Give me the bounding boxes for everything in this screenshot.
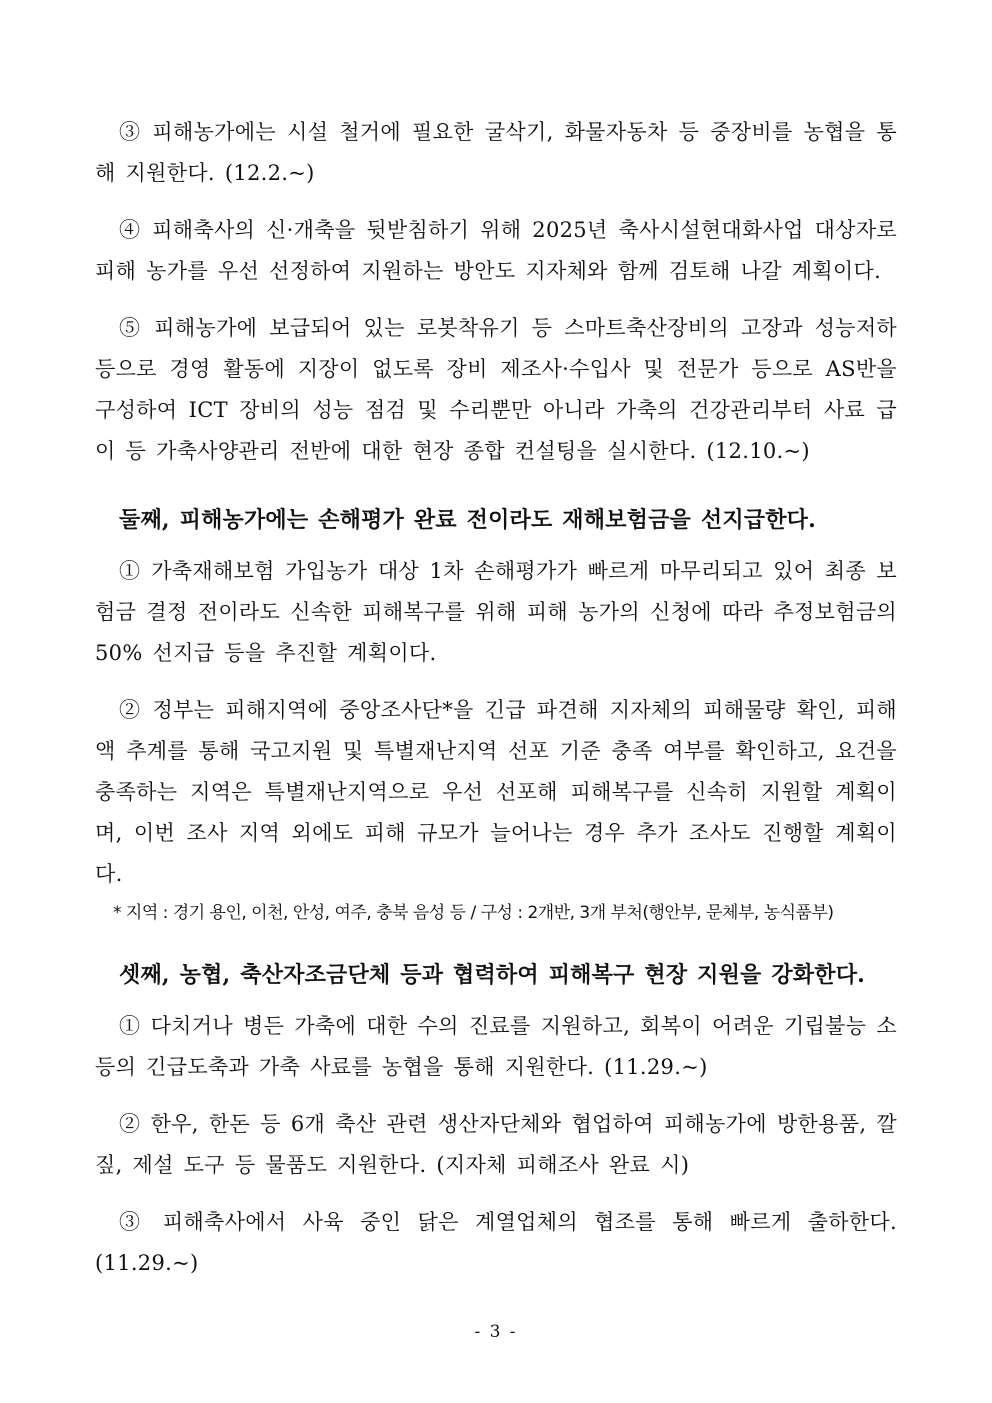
paragraph-central-investigation: ② 정부는 피해지역에 중앙조사단*을 긴급 파견해 지자체의 피해물량 확인, 피해액 추계를 통해 국고지원 및 특별재난지역 선포 기준 충족 여부를 확인하고, 요건을 충족하는 지역은 특별재난지역으로 우선 선포해 피해복구를 신속히 지원할 계획이며, 이번 조사 지역 외에도 피해 규모가 늘어나는 경우 추가 조사도 진행할 계획이다. [95,698,897,886]
paragraph-equipment-support: ③ 피해농가에는 시설 철거에 필요한 굴삭기, 화물자동차 등 중장비를 농협을 통해 지원한다. (12.2.~) [95,120,897,185]
section-heading-insurance: 둘째, 피해농가에는 손해평가 완료 전이라도 재해보험금을 선지급한다. [119,507,816,533]
paragraph-chicken-shipment: ③ 피해축사에서 사육 중인 닭은 계열업체의 협조를 통해 빠르게 출하한다. (11.29.~) [95,1210,897,1275]
document-body [95,112,897,1300]
paragraph-veterinary-support: ① 다치거나 병든 가축에 대한 수의 진료를 지원하고, 회복이 어려운 기립불능 소 등의 긴급도축과 가축 사료를 농협을 통해 지원한다. (11.29.~) [95,1014,897,1079]
paragraph-insurance-prepayment: ① 가축재해보험 가입농가 대상 1차 손해평가가 빠르게 마무리되고 있어 최종 보험금 결정 전이라도 신속한 피해복구를 위해 피해 농가의 신청에 따라 추정보험금의 50% 선지급 등을 추진할 계획이다. [95,559,897,665]
page-number: - 3 - [474,1322,518,1342]
footnote-investigation-regions: * 지역 : 경기 용인, 이천, 안성, 여주, 충북 음성 등 / 구성 : 2개반, 3개 부처(행안부, 문체부, 농식품부) [113,903,834,923]
paragraph-supplies-support: ② 한우, 한돈 등 6개 축산 관련 생산자단체와 협업하여 피해농가에 방한용품, 깔짚, 제설 도구 등 물품도 지원한다. (지자체 피해조사 완료 시) [95,1112,897,1177]
section-heading-field-support: 셋째, 농협, 축산자조금단체 등과 협력하여 피해복구 현장 지원을 강화한다. [119,962,866,988]
paragraph-smart-equipment-as: ⑤ 피해농가에 보급되어 있는 로봇착유기 등 스마트축산장비의 고장과 성능저하 등으로 경영 활동에 지장이 없도록 장비 제조사·수입사 및 전문가 등으로 AS반을 구성하여 ICT 장비의 성능 점검 및 수리뿐만 아니라 가축의 건강관리부터 사료 급이 등 가축사양관리 전반에 대한 현장 종합 컨설팅을 실시한다. (12.10.~) [95,316,897,463]
paragraph-barn-modernization: ④ 피해축사의 신·개축을 뒷받침하기 위해 2025년 축사시설현대화사업 대상자로 피해 농가를 우선 선정하여 지원하는 방안도 지자체와 함께 검토해 나갈 계획이다. [95,218,897,283]
